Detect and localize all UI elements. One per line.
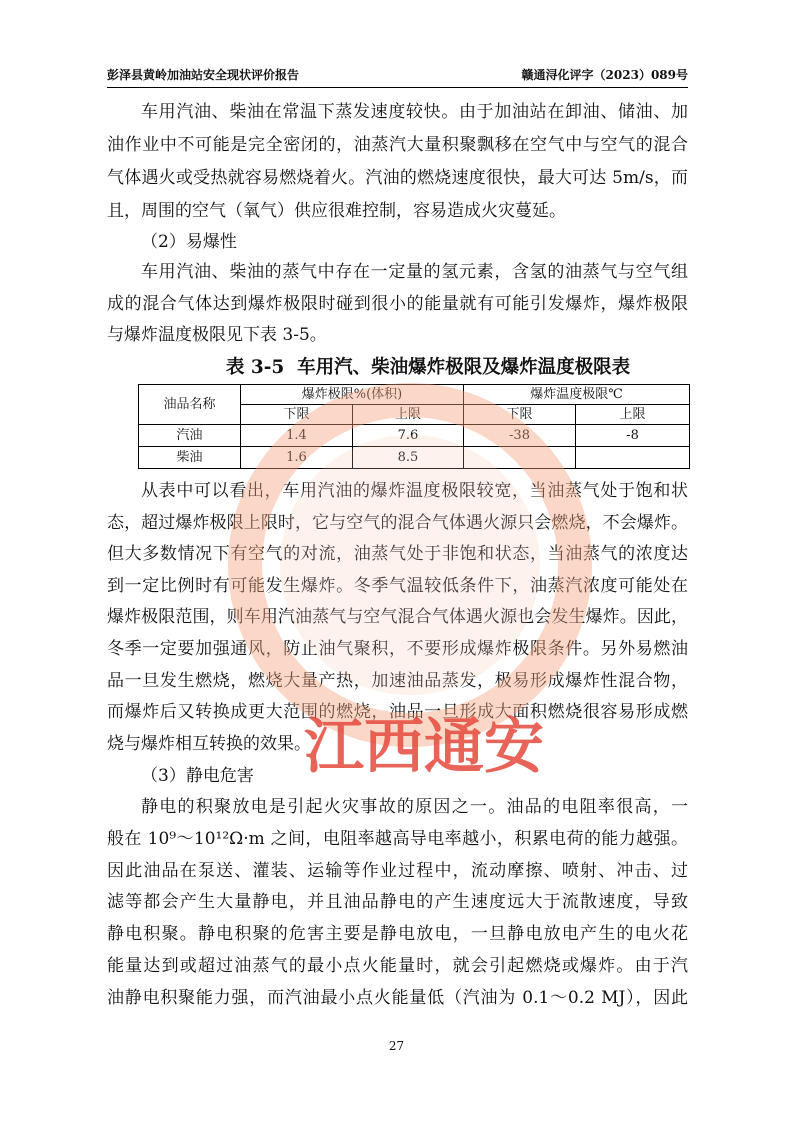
- paragraph-line: 般在 10⁹～10¹²Ω·m 之间，电阻率越高导电率越小，积累电荷的能力越强。: [107, 828, 688, 849]
- paragraph-static-hazard: [107, 792, 688, 1015]
- paragraph-line: 爆炸极限范围，则车用汽油蒸气与空气混合气体遇火源也会发生爆炸。因此，: [107, 607, 688, 628]
- explosion-limit-table: [138, 384, 690, 469]
- paragraph-line: 气体遇火或受热就容易燃烧着火。汽油的燃烧速度很快，最大可达 5m/s，而: [107, 168, 688, 188]
- paragraph-line: 冬季一定要加强通风，防止油气聚积，不要形成爆炸极限条件。另外易燃油: [107, 638, 688, 659]
- table-cell: -38: [464, 425, 576, 447]
- table-cell: -8: [576, 425, 690, 447]
- running-header-title: 彭泽县黄岭加油站安全现状评价报告: [107, 68, 300, 82]
- section-heading-explosive: [107, 226, 688, 258]
- watermark-text: 江西通安: [304, 712, 544, 782]
- paragraph-line: 与爆炸温度极限见下表 3-5。: [107, 325, 327, 346]
- paragraph-table-analysis: [107, 476, 688, 760]
- paragraph-flammability: [107, 96, 688, 228]
- paragraph-line: 车用汽油、柴油的蒸气中存在一定量的氢元素，含氢的油蒸气与空气组: [141, 262, 688, 282]
- table-header-cell: 爆炸极限%(体积): [241, 385, 464, 405]
- paragraph-line: 油作业中不可能是完全密闭的，油蒸汽大量积聚飘移在空气中与空气的混合: [107, 135, 688, 155]
- paragraph-line: 成的混合气体达到爆炸极限时碰到很小的能量就有可能引发爆炸，爆炸极限: [107, 293, 688, 314]
- table-cell: [576, 447, 690, 469]
- paragraph-explosive: [107, 257, 688, 352]
- paragraph-line: 态，超过爆炸极限上限时，它与空气的混合气体遇火源只会燃烧，不会爆炸。: [107, 512, 688, 533]
- table-header-cell: 下限: [464, 405, 576, 425]
- paragraph-line: 但大多数情况下有空气的对流，油蒸气处于非饱和状态，当油蒸气的浓度达: [107, 544, 688, 565]
- paragraph-line: 静电的积聚放电是引起火灾事故的原因之一。油品的电阻率很高，一: [141, 797, 688, 817]
- section-heading: （2）易爆性: [141, 232, 237, 252]
- paragraph-line: 静电积聚。静电积聚的危害主要是静电放电，一旦静电放电产生的电火花: [107, 924, 688, 945]
- paragraph-line: 能量达到或超过油蒸气的最小点火能量时，就会引起燃烧或爆炸。由于汽: [107, 955, 688, 976]
- table-row: [139, 425, 690, 447]
- table-row: [139, 447, 690, 469]
- table-header-cell: 上限: [576, 405, 690, 425]
- paragraph-line: 而爆炸后又转换成更大范围的燃烧，油品一旦形成大面积燃烧很容易形成燃: [107, 702, 688, 723]
- paragraph-line: 因此油品在泵送、灌装、运输等作业过程中，流动摩擦、喷射、冲击、过: [107, 860, 688, 881]
- paragraph-line: 品一旦发生燃烧，燃烧大量产热，加速油品蒸发，极易形成爆炸性混合物，: [107, 670, 688, 691]
- paragraph-line: 且，周围的空气（氧气）供应很难控制，容易造成火灾蔓延。: [107, 201, 566, 221]
- section-heading-static: [107, 760, 688, 792]
- table-cell: [464, 447, 576, 469]
- table-header-cell: 爆炸温度极限℃: [464, 385, 690, 405]
- table-cell: 柴油: [139, 447, 241, 469]
- table-cell: 8.5: [353, 447, 464, 469]
- report-number: 赣通浔化评字（2023）089号: [521, 68, 688, 82]
- paragraph-line: 油静电积聚能力强，而汽油最小点火能量低（汽油为 0.1～0.2 MJ），因此: [107, 987, 688, 1008]
- paragraph-line: 烧与爆炸相互转换的效果。: [107, 733, 311, 754]
- header-divider: [107, 87, 688, 88]
- paragraph-line: 车用汽油、柴油在常温下蒸发速度较快。由于加油站在卸油、储油、加: [141, 102, 688, 122]
- table-cell: 1.4: [241, 425, 353, 447]
- paragraph-line: 到一定比例时有可能发生爆炸。冬季气温较低条件下，油蒸汽浓度可能处在: [107, 575, 688, 596]
- table-cell: 7.6: [353, 425, 464, 447]
- paragraph-line: 从表中可以看出，车用汽油的爆炸温度极限较宽，当油蒸气处于饱和状: [141, 481, 688, 501]
- table-header-cell: 下限: [241, 405, 353, 425]
- table-header-cell: 油品名称: [139, 385, 241, 425]
- table-header-cell: 上限: [353, 405, 464, 425]
- section-heading: （3）静电危害: [141, 766, 254, 786]
- paragraph-line: 滤等都会产生大量静电，并且油品静电的产生速度远大于流散速度，导致: [107, 892, 688, 913]
- page-number: 27: [388, 1039, 405, 1053]
- table-cell: 1.6: [241, 447, 353, 469]
- table-caption: 表 3-5 车用汽、柴油爆炸极限及爆炸温度极限表: [225, 357, 631, 378]
- table-cell: 汽油: [139, 425, 241, 447]
